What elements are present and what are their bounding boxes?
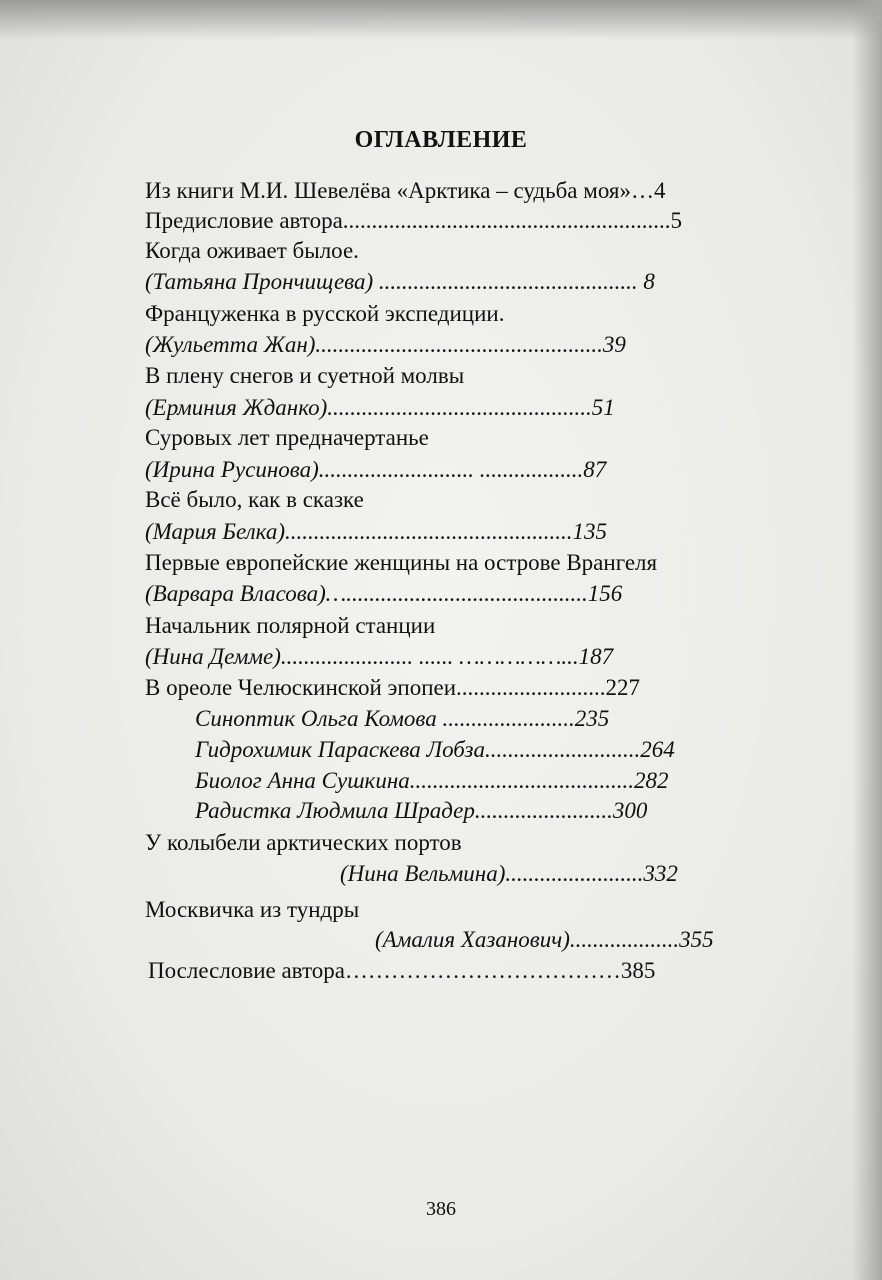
toc-entry: Москвичка из тундры (145, 897, 360, 922)
toc-entry: Всё было, как в сказке (145, 487, 364, 512)
scan-shadow-top (0, 0, 882, 40)
toc-entry: Из книги М.И. Шевелёва «Арктика – судьба моя»…4 (145, 178, 666, 203)
toc-title: ОГЛАВЛЕНИЕ (354, 127, 528, 153)
toc-entry-author: (Ирина Русинова)........................... ..................87 (145, 457, 607, 482)
scan-shadow-right (852, 0, 882, 1280)
toc-entry: Первые европейские женщины на острове Врангеля (145, 550, 658, 575)
toc-entry: В ореоле Челюскинской эпопеи..........................227 (145, 675, 641, 700)
toc-subentry: Гидрохимик Параскева Лобза...........................264 (195, 737, 675, 762)
toc-entry: В плену снегов и суетной молвы (145, 363, 465, 388)
toc-entry: Начальник полярной станции (145, 613, 436, 638)
toc-subentry: Синоптик Ольга Комова .......................235 (195, 706, 610, 731)
toc-entry-author: (Амалия Хазанович)...................355 (375, 927, 714, 952)
toc-entry: Суровых лет предначертанье (145, 425, 429, 450)
toc-entry-author: (Жульетта Жан)..................................................39 (145, 332, 626, 357)
toc-entry-author: (Ерминия Жданко)..............................................51 (145, 395, 615, 420)
toc-entry: У колыбели арктических портов (145, 830, 462, 855)
toc-entry-author: (Мария Белка)..................................................135 (145, 519, 608, 544)
toc-entry: Предисловие автора.........................................................5 (145, 208, 683, 233)
toc-subentry: Радистка Людмила Шрадер........................300 (195, 798, 648, 823)
toc-entry: Когда оживает былое. (145, 238, 359, 263)
toc-entry: Послесловие автора………………………………385 (148, 958, 656, 983)
toc-subentry: Биолог Анна Сушкина.......................................282 (195, 768, 669, 793)
page-number: 386 (426, 1198, 456, 1220)
toc-entry-author: (Варвара Власова)…..........................................156 (145, 581, 623, 606)
toc-entry-author: (Татьяна Прончищева) ............................................. 8 (145, 269, 655, 294)
toc-entry-author: (Нина Вельмина)........................332 (340, 861, 678, 886)
toc-entry: Француженка в русской экспедиции. (145, 301, 505, 326)
toc-entry-author: (Нина Демме)....................... ...... ……………...187 (145, 644, 614, 669)
